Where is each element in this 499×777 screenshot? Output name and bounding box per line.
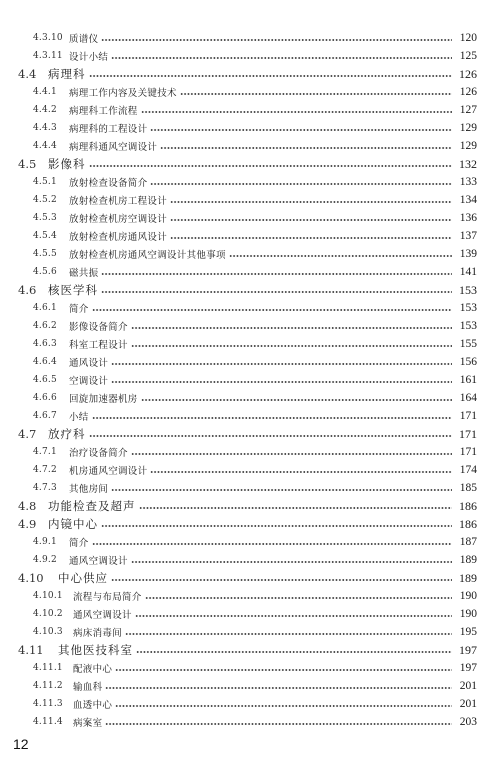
dot-leader [92, 417, 452, 419]
toc-subsection-entry[interactable] [0, 407, 499, 425]
toc-entry-page: 201 [459, 680, 477, 692]
toc-entry-number: 4.6.2 [33, 321, 57, 331]
dot-leader [131, 561, 452, 563]
dot-leader [170, 219, 452, 221]
toc-entry-page: 129 [459, 140, 477, 152]
toc-entry-page: 153 [459, 302, 477, 314]
toc-subsection-entry[interactable] [0, 713, 499, 731]
dot-leader [111, 381, 452, 383]
toc-entry-title: 核医学科 [48, 283, 98, 297]
toc-entry-number: 4.6 [18, 283, 37, 297]
toc-entry-title: 简介 [69, 304, 89, 315]
toc-entry-title: 放射检查机房通风空调设计其他事项 [69, 250, 226, 261]
toc-entry-title: 内镜中心 [48, 517, 98, 531]
dot-leader [92, 309, 452, 311]
dot-leader [136, 651, 452, 653]
toc-entry-number: 4.6.4 [33, 357, 57, 367]
toc-entry-page: 186 [459, 498, 477, 513]
toc-entry-number: 4.5.6 [33, 267, 57, 277]
toc-entry-number: 4.7.3 [33, 483, 57, 493]
toc-subsection-entry[interactable] [0, 623, 499, 641]
toc-entry-number: 4.10.3 [33, 627, 63, 637]
toc-subsection-entry[interactable] [0, 119, 499, 137]
dot-leader [89, 75, 453, 77]
dot-leader [150, 129, 452, 131]
toc-entry-title: 通风空调设计 [73, 610, 132, 621]
dot-leader [139, 507, 453, 509]
toc-section-entry[interactable] [0, 515, 499, 533]
toc-entry-page: 153 [459, 320, 477, 332]
toc-entry-title: 病理科工作流程 [69, 106, 138, 117]
dot-leader [92, 543, 452, 545]
toc-subsection-entry[interactable] [0, 443, 499, 461]
dot-leader [125, 633, 452, 635]
toc-entry-title: 空调设计 [69, 376, 109, 387]
toc-subsection-entry[interactable] [0, 29, 499, 47]
toc-entry-page: 197 [459, 642, 477, 657]
toc-entry-number: 4.11.3 [33, 699, 63, 709]
toc-section-entry[interactable] [0, 65, 499, 83]
toc-entry-title: 放疗科 [48, 427, 86, 441]
toc-entry-title: 影像设备简介 [69, 322, 128, 333]
toc-subsection-entry[interactable] [0, 209, 499, 227]
toc-entry-page: 189 [459, 554, 477, 566]
toc-entry-title: 简介 [69, 538, 89, 549]
toc-entry-number: 4.11.2 [33, 681, 63, 691]
toc-entry-page: 120 [459, 32, 477, 44]
toc-entry-number: 4.7.1 [33, 447, 57, 457]
toc-entry-number: 4.7 [18, 427, 37, 441]
dot-leader [135, 615, 452, 617]
toc-subsection-entry[interactable] [0, 533, 499, 551]
dot-leader [150, 471, 452, 473]
toc-entry-number: 4.9.1 [33, 537, 57, 547]
dot-leader [150, 183, 452, 185]
toc-section-entry[interactable] [0, 155, 499, 173]
dot-leader [111, 363, 452, 365]
toc-entry-title: 流程与布局简介 [73, 592, 142, 603]
toc-subsection-entry[interactable] [0, 227, 499, 245]
toc-entry-page: 153 [459, 282, 477, 297]
dot-leader [170, 201, 452, 203]
toc-entry-title: 磁共振 [69, 268, 99, 279]
toc-entry-number: 4.4 [18, 67, 37, 81]
toc-entry-number: 4.4.4 [33, 141, 57, 151]
toc-section-entry[interactable] [0, 497, 499, 515]
toc-entry-page: 189 [459, 570, 477, 585]
toc-entry-page: 134 [459, 194, 477, 206]
toc-entry-number: 4.7.2 [33, 465, 57, 475]
toc-entry-page: 197 [459, 662, 477, 674]
toc-entry-page: 171 [459, 426, 477, 441]
toc-subsection-entry[interactable] [0, 101, 499, 119]
page-number: 12 [13, 736, 29, 752]
toc-section-entry[interactable] [0, 569, 499, 587]
toc-entry-page: 203 [459, 716, 477, 728]
toc-entry-page: 186 [459, 516, 477, 531]
toc-entry-page: 141 [459, 266, 477, 278]
toc-entry-title: 设计小结 [69, 52, 109, 63]
toc-entry-title: 配液中心 [73, 664, 113, 675]
toc-entry-title: 放射检查机房工程设计 [69, 196, 168, 207]
toc-section-entry[interactable] [0, 641, 499, 659]
toc-subsection-entry[interactable] [0, 389, 499, 407]
toc-entry-page: 187 [459, 536, 477, 548]
toc-entry-title: 科室工程设计 [69, 340, 128, 351]
toc-entry-title: 其他医技科室 [58, 643, 133, 657]
toc-subsection-entry[interactable] [0, 245, 499, 263]
toc-entry-page: 126 [459, 86, 477, 98]
toc-entry-number: 4.10 [18, 571, 44, 585]
toc-entry-title: 通风设计 [69, 358, 109, 369]
dot-leader [101, 525, 452, 527]
toc-entry-title: 小结 [69, 412, 89, 423]
toc-entry-page: 190 [459, 608, 477, 620]
toc-subsection-entry[interactable] [0, 551, 499, 569]
toc-subsection-entry[interactable] [0, 137, 499, 155]
dot-leader [111, 57, 452, 59]
toc-subsection-entry[interactable] [0, 47, 499, 65]
toc-subsection-entry[interactable] [0, 173, 499, 191]
table-of-contents [0, 29, 499, 731]
toc-entry-page: 136 [459, 212, 477, 224]
toc-subsection-entry[interactable] [0, 371, 499, 389]
toc-subsection-entry[interactable] [0, 83, 499, 101]
toc-entry-page: 190 [459, 590, 477, 602]
toc-entry-number: 4.5.1 [33, 177, 57, 187]
dot-leader [229, 255, 452, 257]
toc-entry-number: 4.4.2 [33, 105, 57, 115]
toc-entry-title: 病案室 [73, 718, 103, 729]
toc-entry-title: 功能检查及超声 [48, 499, 136, 513]
toc-subsection-entry[interactable] [0, 659, 499, 677]
toc-entry-title: 病理科通风空调设计 [69, 142, 158, 153]
toc-entry-number: 4.6.5 [33, 375, 57, 385]
toc-entry-page: 132 [459, 156, 477, 171]
toc-subsection-entry[interactable] [0, 191, 499, 209]
toc-entry-title: 病理工作内容及关键技术 [69, 88, 177, 99]
toc-entry-title: 其他房间 [69, 484, 109, 495]
toc-entry-page: 195 [459, 626, 477, 638]
toc-entry-page: 185 [459, 482, 477, 494]
toc-entry-title: 通风空调设计 [69, 556, 128, 567]
toc-entry-title: 病床消毒间 [73, 628, 123, 639]
toc-entry-number: 4.5 [18, 157, 37, 171]
toc-entry-title: 输血科 [73, 682, 103, 693]
dot-leader [115, 669, 452, 671]
toc-entry-page: 133 [459, 176, 477, 188]
toc-entry-page: 125 [459, 50, 477, 62]
toc-entry-number: 4.5.3 [33, 213, 57, 223]
toc-entry-title: 质谱仪 [69, 34, 99, 45]
toc-entry-page: 164 [459, 392, 477, 404]
toc-subsection-entry[interactable] [0, 461, 499, 479]
toc-entry-title: 血透中心 [73, 700, 113, 711]
toc-entry-number: 4.9.2 [33, 555, 57, 565]
toc-subsection-entry[interactable] [0, 335, 499, 353]
toc-entry-page: 201 [459, 698, 477, 710]
toc-entry-number: 4.6.6 [33, 393, 57, 403]
dot-leader [145, 597, 452, 599]
toc-entry-number: 4.3.10 [33, 33, 63, 43]
toc-entry-number: 4.6.3 [33, 339, 57, 349]
toc-entry-number: 4.4.1 [33, 87, 57, 97]
toc-entry-title: 放射检查机房空调设计 [69, 214, 168, 225]
dot-leader [131, 345, 452, 347]
toc-entry-number: 4.5.2 [33, 195, 57, 205]
toc-subsection-entry[interactable] [0, 695, 499, 713]
toc-section-entry[interactable] [0, 425, 499, 443]
dot-leader [101, 291, 452, 293]
dot-leader [131, 453, 452, 455]
toc-entry-number: 4.11 [18, 643, 44, 657]
toc-entry-number: 4.9 [18, 517, 37, 531]
toc-subsection-entry[interactable] [0, 605, 499, 623]
dot-leader [111, 489, 452, 491]
toc-entry-number: 4.5.5 [33, 249, 57, 259]
toc-entry-number: 4.4.3 [33, 123, 57, 133]
toc-subsection-entry[interactable] [0, 677, 499, 695]
dot-leader [89, 435, 453, 437]
dot-leader [101, 273, 452, 275]
toc-entry-number: 4.5.4 [33, 231, 57, 241]
dot-leader [160, 147, 452, 149]
toc-entry-title: 机房通风空调设计 [69, 466, 148, 477]
toc-entry-title: 放射检查机房通风设计 [69, 232, 168, 243]
toc-entry-page: 174 [459, 464, 477, 476]
dot-leader [101, 39, 452, 41]
dot-leader [89, 165, 453, 167]
toc-entry-page: 137 [459, 230, 477, 242]
dot-leader [115, 705, 452, 707]
dot-leader [141, 111, 452, 113]
dot-leader [105, 687, 452, 689]
toc-entry-title: 中心供应 [58, 571, 108, 585]
dot-leader [105, 723, 452, 725]
toc-entry-number: 4.6.1 [33, 303, 57, 313]
toc-entry-number: 4.11.4 [33, 717, 63, 727]
toc-subsection-entry[interactable] [0, 587, 499, 605]
toc-subsection-entry[interactable] [0, 353, 499, 371]
toc-entry-title: 回旋加速器机房 [69, 394, 138, 405]
toc-subsection-entry[interactable] [0, 479, 499, 497]
toc-entry-page: 171 [459, 446, 477, 458]
toc-entry-number: 4.6.7 [33, 411, 57, 421]
dot-leader [180, 93, 452, 95]
toc-entry-page: 161 [459, 374, 477, 386]
toc-entry-number: 4.11.1 [33, 663, 63, 673]
toc-subsection-entry[interactable] [0, 263, 499, 281]
toc-entry-page: 126 [459, 66, 477, 81]
dot-leader [131, 327, 452, 329]
dot-leader [111, 579, 452, 581]
toc-entry-page: 127 [459, 104, 477, 116]
toc-entry-page: 171 [459, 410, 477, 422]
dot-leader [170, 237, 452, 239]
toc-entry-title: 病理科的工程设计 [69, 124, 148, 135]
dot-leader [141, 399, 452, 401]
toc-entry-number: 4.8 [18, 499, 37, 513]
toc-entry-number: 4.3.11 [33, 51, 63, 61]
toc-subsection-entry[interactable] [0, 299, 499, 317]
toc-entry-title: 治疗设备简介 [69, 448, 128, 459]
toc-entry-page: 139 [459, 248, 477, 260]
toc-entry-number: 4.10.1 [33, 591, 63, 601]
toc-entry-title: 影像科 [48, 157, 86, 171]
toc-entry-title: 放射检查设备简介 [69, 178, 148, 189]
toc-section-entry[interactable] [0, 281, 499, 299]
toc-entry-page: 156 [459, 356, 477, 368]
toc-entry-number: 4.10.2 [33, 609, 63, 619]
toc-entry-page: 155 [459, 338, 477, 350]
toc-entry-title: 病理科 [48, 67, 86, 81]
toc-entry-page: 129 [459, 122, 477, 134]
toc-subsection-entry[interactable] [0, 317, 499, 335]
